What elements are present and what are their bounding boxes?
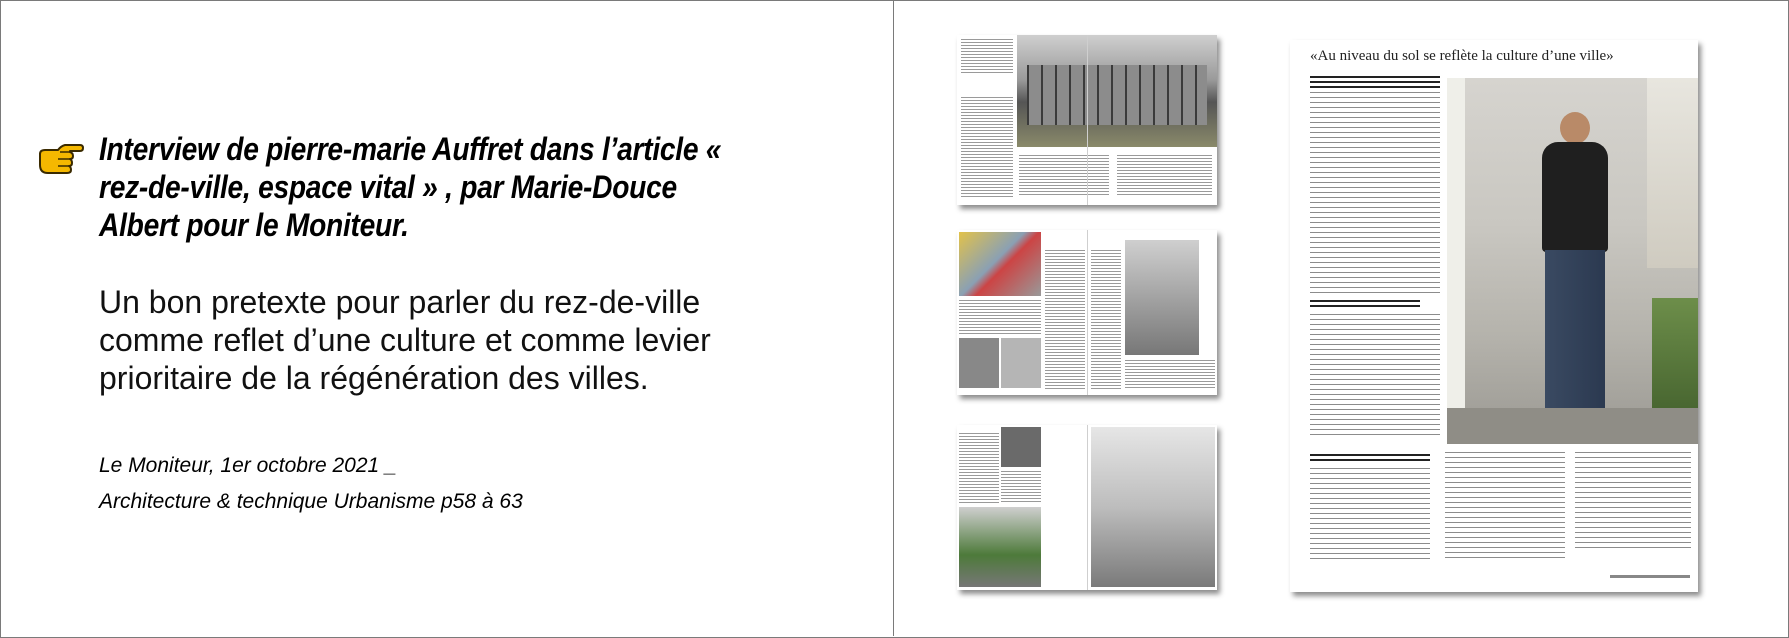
featured-magazine-page — [1290, 40, 1698, 592]
spread-text — [959, 433, 999, 503]
question-2 — [1310, 300, 1420, 309]
body-column-1b — [1310, 314, 1440, 436]
pointing-hand-icon — [36, 140, 84, 180]
spread-text — [961, 97, 1013, 197]
spread-photo-portrait — [1125, 240, 1199, 355]
interview-headline: Interview de pierre-marie Auffret dans l’article « rez-de-ville, espace vital » , par Marie-Douce Albert pour le Moniteur. — [99, 131, 722, 243]
spread-text — [1125, 360, 1215, 390]
question-3 — [1310, 454, 1430, 463]
spread-photo-interior — [1001, 427, 1041, 467]
spread-text — [1001, 471, 1041, 503]
magazine-spread-3 — [957, 425, 1217, 590]
feature-title: «Au niveau du sol se reflète la culture d’une ville» — [1310, 48, 1614, 64]
body-column-1c — [1310, 468, 1430, 560]
spread-text — [961, 39, 1013, 75]
spread-text — [1117, 155, 1212, 195]
magazine-spread-1 — [957, 35, 1217, 205]
question-1 — [1310, 76, 1440, 88]
portrait-photo — [1447, 78, 1698, 444]
spread-text — [1045, 250, 1085, 390]
panel-divider — [893, 0, 894, 636]
body-column-3 — [1575, 452, 1691, 550]
spread-photo-building — [1091, 427, 1215, 587]
body-column-2 — [1445, 452, 1565, 560]
spread-text — [1091, 250, 1121, 390]
spread-text — [1019, 155, 1109, 195]
spread-photo-windows — [1027, 65, 1207, 125]
body-column-1 — [1310, 92, 1440, 294]
spread-photo-courtyard — [959, 507, 1041, 587]
spread-photo-aerial — [959, 232, 1041, 296]
summary-text: Un bon pretexte pour parler du rez-de-ville comme reflet d’une culture et comme levier prioritaire de la régénération des villes. — [99, 284, 711, 396]
citation-section: Architecture & technique Urbanisme p58 à 63 — [99, 490, 523, 513]
spread-text — [959, 300, 1041, 334]
citation-publication: Le Moniteur, 1er octobre 2021 _ — [99, 454, 397, 477]
magazine-spread-2 — [957, 230, 1217, 395]
spread-photo-street — [959, 338, 999, 388]
page-footer — [1610, 575, 1690, 578]
spread-photo-facade — [1001, 338, 1041, 388]
